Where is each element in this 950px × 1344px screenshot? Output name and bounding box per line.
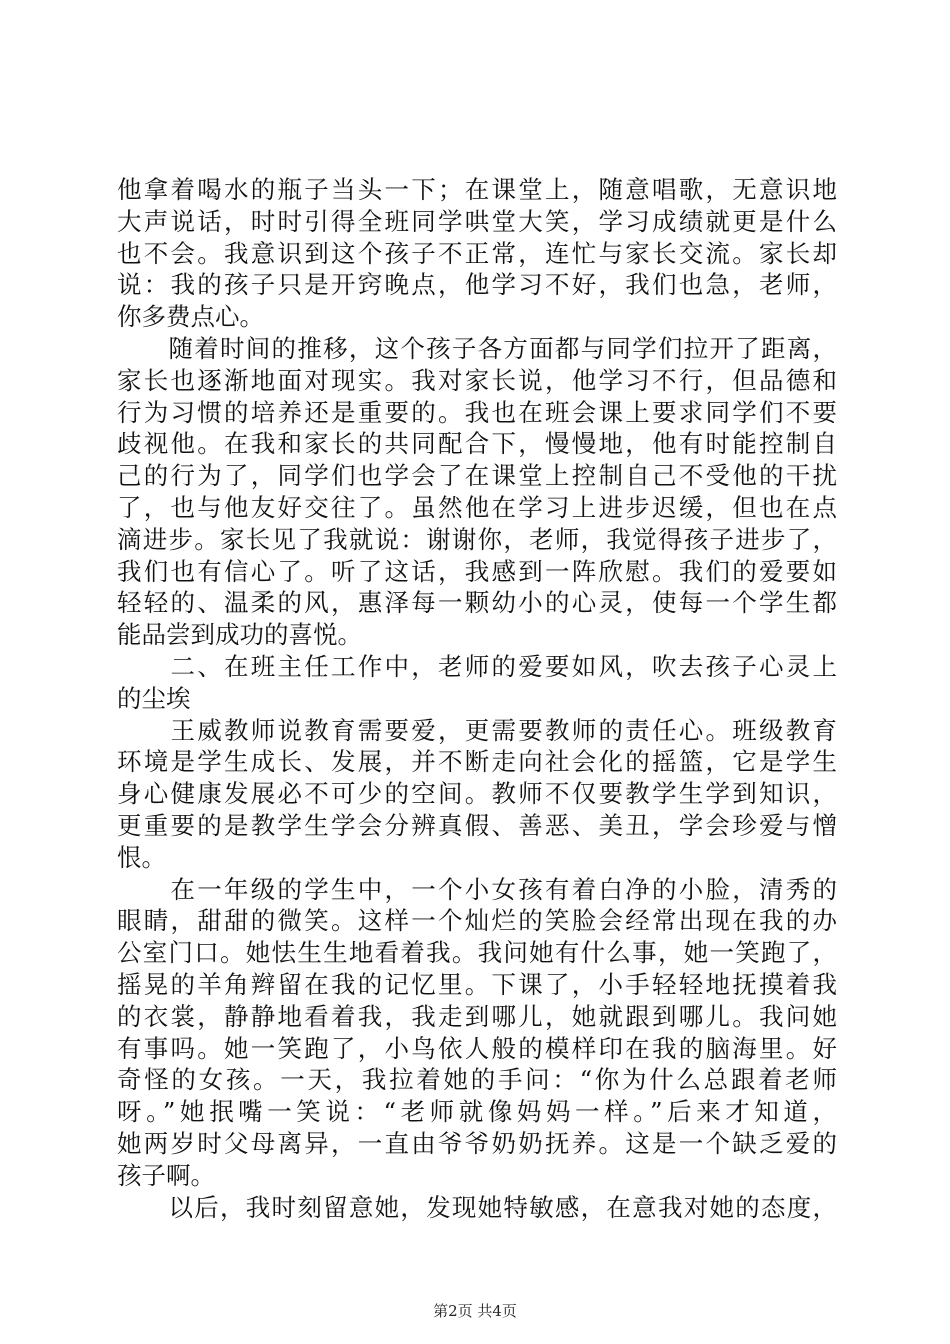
text-line: 更重要的是教学生学会分辨真假、善恶、美丑，学会珍爱与憎	[117, 810, 837, 840]
text-line: 轻轻的、温柔的风，惠泽每一颗幼小的心灵，使每一个学生都	[117, 588, 837, 618]
text-line: 随着时间的推移，这个孩子各方面都与同学们拉开了距离，	[117, 333, 837, 363]
text-line: 身心健康发展必不可少的空间。教师不仅要教学生学到知识，	[117, 779, 837, 809]
text-line: 她两岁时父母离异，一直由爷爷奶奶抚养。这是一个缺乏爱的	[117, 1128, 837, 1158]
text-line: 行为习惯的培养还是重要的。我也在班会课上要求同学们不要	[117, 397, 837, 427]
text-line: 也不会。我意识到这个孩子不正常，连忙与家长交流。家长却	[117, 238, 837, 268]
text-line: 滴进步。家长见了我就说：谢谢你，老师，我觉得孩子进步了，	[117, 524, 837, 554]
text-line: 能品尝到成功的喜悦。	[117, 620, 362, 650]
text-line: 家长也逐渐地面对现实。我对家长说，他学习不行，但品德和	[117, 365, 837, 395]
text-line: 的衣裳，静静地看着我，我走到哪儿，她就跟到哪儿。我问她	[117, 1001, 837, 1031]
text-line: 有事吗。她一笑跑了，小鸟依人般的模样印在我的脑海里。好	[117, 1033, 837, 1063]
text-line: 己的行为了，同学们也学会了在课堂上控制自己不受他的干扰	[117, 461, 837, 491]
text-line: 环境是学生成长、发展，并不断走向社会化的摇篮，它是学生	[117, 747, 837, 777]
text-line: 恨。	[117, 842, 166, 872]
text-line: 的尘埃	[117, 683, 191, 713]
text-line: 大声说话，时时引得全班同学哄堂大笑，学习成绩就更是什么	[117, 206, 837, 236]
text-line: 歧视他。在我和家长的共同配合下，慢慢地，他有时能控制自	[117, 429, 837, 459]
text-line: 在一年级的学生中，一个小女孩有着白净的小脸，清秀的	[117, 874, 837, 904]
text-line: 奇怪的女孩。一天，我拉着她的手问：“你为什么总跟着老师	[117, 1065, 837, 1095]
text-line: 摇晃的羊角辫留在我的记忆里。下课了，小手轻轻地抚摸着我	[117, 969, 837, 999]
text-line: 眼睛，甜甜的微笑。这样一个灿烂的笑脸会经常出现在我的办	[117, 906, 837, 936]
text-line: 说：我的孩子只是开窍晚点，他学习不好，我们也急，老师，	[117, 270, 837, 300]
text-line: 我们也有信心了。听了这话，我感到一阵欣慰。我们的爱要如	[117, 556, 837, 586]
text-line: 以后，我时刻留意她，发现她特敏感，在意我对她的态度，	[117, 1192, 837, 1222]
text-line: 了，也与他友好交往了。虽然他在学习上进步迟缓，但也在点	[117, 492, 837, 522]
text-line: 呀。”她抿嘴一笑说：“老师就像妈妈一样。”后来才知道，	[117, 1097, 837, 1127]
page-footer: 第2页 共4页	[433, 1302, 517, 1320]
text-line: 孩子啊。	[117, 1160, 215, 1190]
text-line: 二、在班主任工作中，老师的爱要如风，吹去孩子心灵上	[117, 651, 837, 681]
text-line: 他拿着喝水的瓶子当头一下；在课堂上，随意唱歌，无意识地	[117, 175, 837, 204]
body-text	[117, 174, 837, 1223]
text-line: 你多费点心。	[117, 302, 264, 332]
text-line: 王威教师说教育需要爱，更需要教师的责任心。班级教育	[117, 715, 837, 745]
text-line: 公室门口。她怯生生地看着我。我问她有什么事，她一笑跑了，	[117, 938, 837, 968]
